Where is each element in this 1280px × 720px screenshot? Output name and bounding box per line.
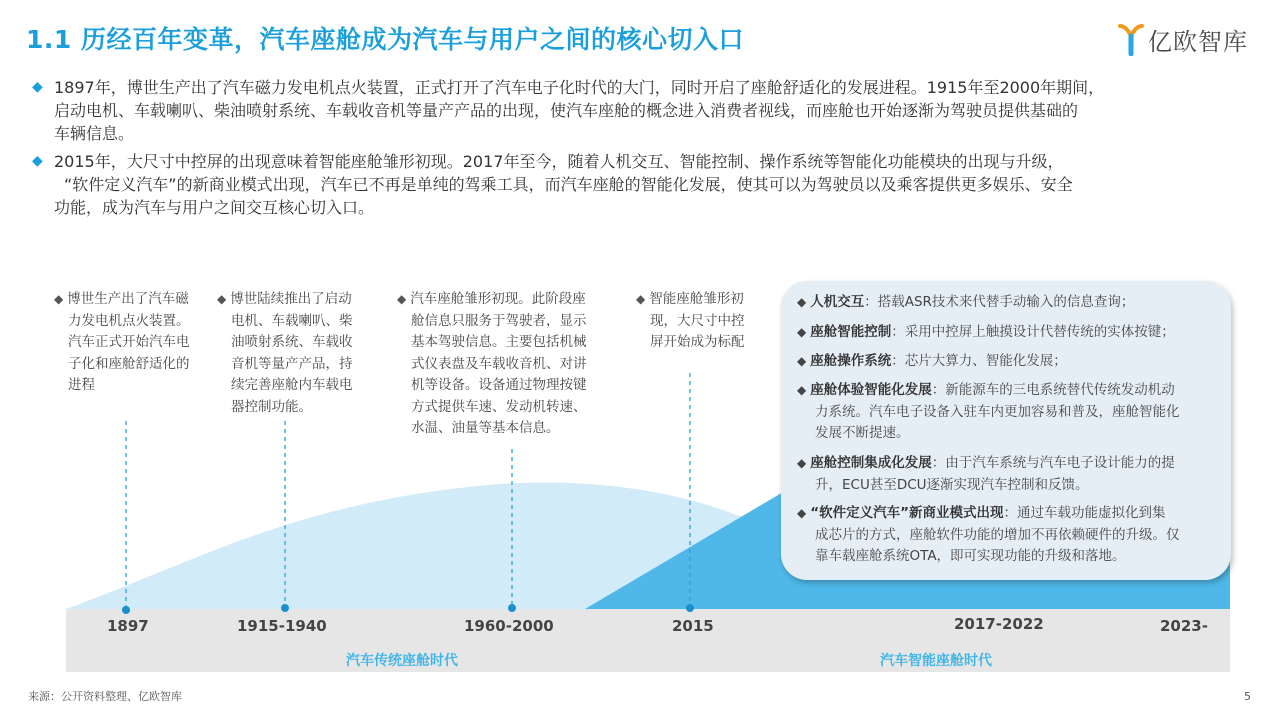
source-note: 来源：公开资料整理、亿欧智库 [28, 690, 182, 703]
feature-item: ◆ 人机交互：搭载ASR技术来代替手动输入的信息查询； [797, 294, 1135, 310]
feature-line: 发展不断提速。 [815, 425, 910, 441]
milestone-line: 器控制功能。 [231, 398, 312, 415]
milestone-line: 方式提供车速、发动机转速、 [411, 398, 587, 415]
milestone-line: ◆ 博世生产出了汽车磁 [54, 291, 189, 307]
feature-item: ◆ “软件定义汽车”新商业模式出现：通过车载功能虚拟化到集 成芯片的方式，座舱软件功能的增加不再依赖硬件的升级。仅 靠车载座舱系统OTA，即可实现功能的升级和落地。 [797, 503, 1217, 568]
intro-line: 2015年，大尺寸中控屏的出现意味着智能座舱雏形初现。2017年至今，随着人机交互、智能控制、操作系统等智能化功能模块的出现与升级， [54, 152, 1064, 171]
feature-item: ◆ 座舱操作系统：芯片大算力、智能化发展； [797, 353, 1067, 369]
milestone-line: 水温、油量等基本信息。 [411, 420, 560, 436]
timeline-dot [686, 604, 694, 612]
feature-item: ◆ 座舱体验智能化发展：新能源车的三电系统替代传统发动机动 力系统。汽车电子设备入驻车内更加容易和普及，座舱智能化 发展不断提速。 [797, 380, 1217, 445]
intro-line: 启动电机、车载喇叭、柴油喷射系统、车载收音机等量产产品的出现，使汽车座舱的概念进入消费者视线，而座舱也开始逐渐为驾驶员提供基础的 [54, 101, 1079, 120]
milestone-line: 汽车正式开始汽车电 [68, 334, 190, 350]
page-title: 1.1 历经百年变革，汽车座舱成为汽车与用户之间的核心切入口 [26, 25, 744, 54]
milestone-line: 音机等量产产品，持 [231, 355, 353, 372]
timeline-dot [122, 606, 130, 614]
milestone-2015 [636, 289, 745, 354]
timeline-dot [281, 604, 289, 612]
milestone-line: 基本驾驶信息。主要包括机械 [411, 334, 587, 350]
feature-item: ◆ 座舱智能控制：采用中控屏上触摸设计代替传统的实体按键； [797, 324, 1175, 340]
year-label: 1897 [107, 617, 149, 635]
feature-line: 成芯片的方式，座舱软件功能的增加不再依赖硬件的升级。仅 [815, 526, 1180, 543]
milestone-line: ◆ 汽车座舱雏形初现。此阶段座 [397, 291, 586, 307]
diamond-icon: ◆ [32, 153, 43, 169]
intro-line: 1897年，博世生产出了汽车磁力发电机点火装置，正式打开了汽车电子化时代的大门，同时开启了座舱舒适化的发展进程。1915年至2000年期间， [54, 78, 1105, 97]
milestone-line: 舱信息只服务于驾驶者，显示 [411, 312, 587, 329]
milestone-line: 续完善座舱内车载电 [231, 377, 353, 393]
diamond-icon: ◆ [797, 383, 807, 397]
timeline-dot [508, 604, 516, 612]
milestone-line: 进程 [68, 377, 95, 393]
diamond-icon: ◆ [217, 292, 227, 306]
milestone-line: 屏开始成为标配 [650, 334, 745, 350]
milestone-1915-1940 [217, 289, 353, 418]
logo-text: 亿欧智库 [1148, 27, 1248, 56]
milestone-line: 油喷射系统、车载收 [231, 334, 353, 350]
year-label: 2017-2022 [954, 615, 1044, 633]
diamond-icon: ◆ [54, 292, 64, 306]
era-traditional: 汽车传统座舱时代 [346, 653, 458, 669]
diamond-icon: ◆ [797, 354, 807, 368]
diamond-icon: ◆ [397, 292, 407, 306]
milestone-line: 子化和座舱舒适化的 [68, 355, 190, 372]
diamond-icon: ◆ [636, 292, 646, 306]
diamond-icon: ◆ [797, 295, 807, 309]
era-smart: 汽车智能座舱时代 [880, 653, 992, 669]
feature-line: 靠车载座舱系统OTA，即可实现功能的升级和落地。 [815, 548, 1126, 564]
feature-item: ◆ 座舱控制集成化发展：由于汽车系统与汽车电子设计能力的提 升，ECU甚至DCU逐渐实现汽车控制和反馈。 [797, 453, 1217, 496]
intro-line: 车辆信息。 [54, 124, 135, 143]
diamond-icon: ◆ [32, 79, 43, 95]
year-label: 1915-1940 [237, 617, 327, 635]
milestone-1960-2000 [397, 289, 587, 440]
milestone-line: ◆ 博世陆续推出了启动 [217, 291, 352, 307]
diamond-icon: ◆ [797, 456, 807, 470]
intro-line: 功能，成为汽车与用户之间交互核心切入口。 [54, 198, 375, 217]
diamond-icon: ◆ [797, 506, 807, 520]
milestone-line: 电机、车载喇叭、柴 [231, 312, 353, 329]
year-label: 2023- [1160, 617, 1208, 635]
feature-line: 力系统。汽车电子设备入驻车内更加容易和普及，座舱智能化 [815, 403, 1180, 420]
page-number: 5 [1244, 690, 1251, 703]
year-label: 1960-2000 [464, 617, 554, 635]
milestone-line: 式仪表盘及车载收音机、对讲 [411, 355, 587, 372]
smart-cockpit-features-box [781, 281, 1231, 580]
feature-line: 升，ECU甚至DCU逐渐实现汽车控制和反馈。 [815, 476, 1089, 493]
year-label: 2015 [672, 617, 714, 635]
milestone-line: 力发电机点火装置。 [68, 312, 190, 329]
milestone-1897 [54, 289, 190, 397]
intro-line: “软件定义汽车”的新商业模式出现，汽车已不再是单纯的驾乘工具，而汽车座舱的智能化发展，使其可以为驾驶员以及乘客提供更多娱乐、安全 [64, 175, 1073, 194]
milestone-line: 现，大尺寸中控 [650, 312, 745, 329]
diamond-icon: ◆ [797, 325, 807, 339]
milestone-line: 机等设备。设备通过物理按键 [411, 377, 587, 393]
milestone-line: ◆ 智能座舱雏形初 [636, 291, 744, 307]
